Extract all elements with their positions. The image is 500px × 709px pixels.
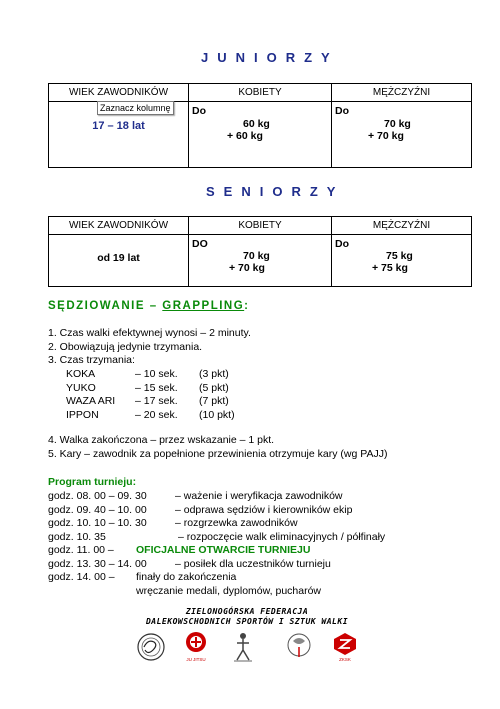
- hold-time: – 10 sek.: [135, 368, 178, 380]
- schedule-time: godz. 11. 00 –: [48, 544, 114, 556]
- seniors-women-weight-2: + 70 kg: [229, 262, 265, 274]
- karate-emblem-icon: [286, 631, 312, 663]
- seniors-women-cell[interactable]: [189, 235, 332, 287]
- hold-name: WAZA ARI: [66, 395, 116, 407]
- juniors-table: [48, 83, 472, 168]
- judging-heading: [48, 300, 250, 312]
- juniors-men-prefix: Do: [335, 105, 349, 117]
- juniors-header-women[interactable]: KOBIETY: [189, 84, 332, 102]
- judging-rules-list: [48, 327, 251, 368]
- hold-points: (3 pkt): [199, 368, 229, 380]
- hold-name: YUKO: [66, 381, 96, 394]
- juniors-women-prefix: Do: [192, 105, 206, 117]
- hold-points: (5 pkt): [199, 381, 229, 394]
- juniors-women-cell[interactable]: [189, 102, 332, 168]
- hold-name: IPPON: [66, 408, 99, 421]
- holds-table: [66, 368, 235, 422]
- schedule-row-opening: [48, 544, 478, 558]
- schedule-desc-opening: OFICJALNE OTWARCIE TURNIEJU: [136, 544, 311, 556]
- judging-rule-1: 1. Czas walki efektywnej wynosi – 2 minuty.: [48, 327, 251, 339]
- dragon-emblem-icon: [136, 631, 166, 663]
- judging-rule-2: 2. Obowiązują jedynie trzymania.: [48, 340, 203, 353]
- seniors-age: od 19 lat: [97, 252, 140, 264]
- seniors-men-weight-1: 75 kg: [386, 250, 413, 262]
- schedule-time: godz. 08. 00 – 09. 30: [48, 490, 147, 502]
- select-column-tooltip: Zaznacz kolumnę: [97, 101, 174, 115]
- schedule-row: [48, 504, 478, 518]
- juniors-header-age[interactable]: WIEK ZAWODNIKÓW: [49, 84, 189, 102]
- juniors-header-men[interactable]: MĘŻCZYŹNI: [332, 84, 472, 102]
- schedule-desc: – ważenie i weryfikacja zawodników: [175, 490, 343, 502]
- schedule-time: godz. 13. 30 – 14. 00: [48, 557, 147, 570]
- schedule-time: godz. 10. 35: [48, 530, 106, 543]
- hold-row-waza-ari: [66, 395, 229, 409]
- program-schedule: [48, 490, 478, 598]
- seniors-women-prefix: DO: [192, 238, 208, 250]
- hold-row-yuko: [66, 381, 229, 396]
- schedule-time: godz. 14. 00 –: [48, 571, 115, 583]
- schedule-row: [48, 571, 478, 585]
- seniors-men-prefix: Do: [335, 238, 349, 250]
- schedule-row: [48, 517, 478, 531]
- seniors-men-cell[interactable]: [332, 235, 472, 287]
- federation-logos: [128, 631, 366, 665]
- seniors-header-women[interactable]: KOBIETY: [189, 217, 332, 235]
- jujitsu-emblem-icon: [184, 631, 208, 657]
- judging-rules-list-2: [48, 434, 387, 461]
- juniors-heading: JUNIORZY: [201, 50, 339, 65]
- seniors-table: [48, 216, 472, 287]
- seniors-women-weight-1: 70 kg: [243, 250, 270, 262]
- judging-heading-part1: SĘDZIOWANIE –: [48, 300, 163, 312]
- seniors-heading: SENIORZY: [206, 184, 345, 199]
- seniors-header-age[interactable]: WIEK ZAWODNIKÓW: [49, 217, 189, 235]
- jujitsu-label: JU JITSU: [186, 657, 206, 662]
- hold-row-koka: [66, 368, 229, 382]
- schedule-desc: – posiłek dla uczestników turnieju: [175, 557, 331, 570]
- juniors-women-weight-2: + 60 kg: [227, 130, 263, 142]
- juniors-men-cell[interactable]: [332, 102, 472, 168]
- fighter-figure-icon: [232, 631, 254, 663]
- seniors-men-weight-2: + 75 kg: [372, 262, 408, 274]
- hold-row-ippon: [66, 408, 235, 423]
- juniors-men-weight-2: + 70 kg: [368, 130, 404, 142]
- hold-name: KOKA: [66, 368, 96, 380]
- seniors-header-men[interactable]: MĘŻCZYŹNI: [332, 217, 472, 235]
- judging-rule-4: 4. Walka zakończona – przez wskazanie – 1 pkt.: [48, 434, 275, 446]
- schedule-final-line: [48, 585, 478, 599]
- judging-rule-5: 5. Kary – zawodnik za popełnione przewinienia otrzymuje kary (wg PAJJ): [48, 447, 388, 460]
- juniors-age: 17 – 18 lat: [92, 120, 145, 132]
- hold-time: – 15 sek.: [135, 381, 178, 394]
- hold-time: – 17 sek.: [135, 395, 178, 407]
- schedule-row: [48, 558, 478, 572]
- hold-time: – 20 sek.: [135, 408, 178, 421]
- schedule-time: godz. 10. 10 – 10. 30: [48, 517, 147, 529]
- schedule-row: [48, 490, 478, 504]
- federation-logo-block: [128, 607, 366, 665]
- juniors-women-weight-1: 60 kg: [243, 118, 270, 130]
- judging-rule-3: 3. Czas trzymania:: [48, 354, 135, 366]
- schedule-time: godz. 09. 40 – 10. 00: [48, 503, 147, 516]
- zksk-emblem-icon: [332, 631, 358, 657]
- schedule-desc: – odprawa sędziów i kierowników ekip: [175, 503, 353, 516]
- federation-title-2: DALEKOWSCHODNICH SPORTÓW I SZTUK WALKI: [145, 617, 349, 626]
- seniors-age-cell[interactable]: [49, 235, 189, 287]
- schedule-desc: – rozgrzewka zawodników: [175, 517, 298, 529]
- judging-heading-colon: :: [244, 300, 250, 312]
- hold-points: (7 pkt): [199, 395, 229, 407]
- zksk-label: ZKSK: [339, 657, 351, 662]
- schedule-awards: wręczanie medali, dyplomów, pucharów: [136, 584, 322, 597]
- federation-title-1: ZIELONOGÓRSKA FEDERACJA: [185, 607, 309, 616]
- schedule-desc: finały do zakończenia: [136, 571, 237, 583]
- schedule-row: [48, 531, 478, 545]
- judging-heading-grappling: GRAPPLING: [162, 300, 245, 312]
- schedule-desc: – rozpoczęcie walk eliminacyjnych / półfinały: [178, 530, 386, 543]
- juniors-men-weight-1: 70 kg: [384, 118, 411, 130]
- program-heading: Program turnieju:: [48, 476, 137, 488]
- hold-points: (10 pkt): [199, 408, 235, 421]
